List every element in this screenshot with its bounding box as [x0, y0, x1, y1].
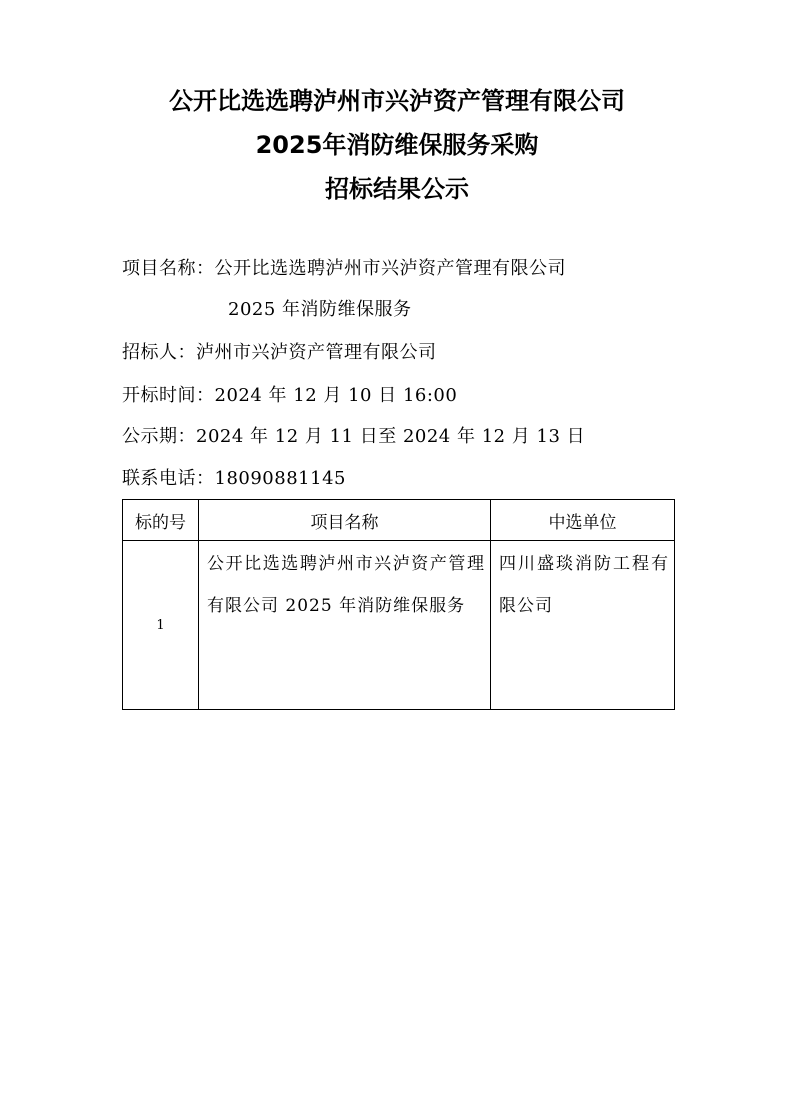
project-name-line-continued: [228, 298, 412, 322]
result-table: [122, 499, 675, 710]
header-project-name: 项目名称: [199, 500, 491, 541]
table-row: [123, 541, 675, 710]
header-lot-number: 标的号: [123, 500, 199, 541]
notice-period-label: 公示期：: [122, 426, 196, 447]
tenderer-value: 泸州市兴泸资产管理有限公司: [196, 342, 437, 363]
header-winning-bidder: 中选单位: [491, 500, 675, 541]
tenderer-label: 招标人：: [122, 342, 196, 363]
opening-time-line: [122, 384, 457, 408]
table-header-row: [123, 500, 675, 541]
project-name-value-part1: 公开比选选聘泸州市兴泸资产管理有限公司: [214, 258, 566, 279]
cell-project-name: 公开比选选聘泸州市兴泸资产管理有限公司 2025 年消防维保服务: [199, 541, 491, 710]
document-title-line-3: 招标结果公示: [325, 175, 469, 203]
opening-time-value: 2024 年 12 月 10 日 16:00: [214, 385, 458, 406]
document-title-line-2: 2025年消防维保服务采购: [255, 131, 539, 159]
project-name-label: 项目名称：: [122, 258, 215, 279]
cell-winning-bidder: 四川盛琰消防工程有限公司: [491, 541, 675, 710]
document-title-line-1: 公开比选选聘泸州市兴泸资产管理有限公司: [169, 87, 625, 115]
cell-lot-number: 1: [123, 541, 199, 710]
opening-time-label: 开标时间：: [122, 385, 215, 406]
contact-phone-value: 18090881145: [214, 468, 346, 489]
tenderer-line: [122, 341, 437, 365]
contact-phone-line: [122, 467, 346, 491]
notice-period-value: 2024 年 12 月 11 日至 2024 年 12 月 13 日: [196, 426, 586, 447]
project-name-value-part2: 2025 年消防维保服务: [228, 299, 412, 320]
project-name-line: [122, 257, 566, 281]
notice-period-line: [122, 425, 585, 449]
contact-phone-label: 联系电话：: [122, 468, 215, 489]
